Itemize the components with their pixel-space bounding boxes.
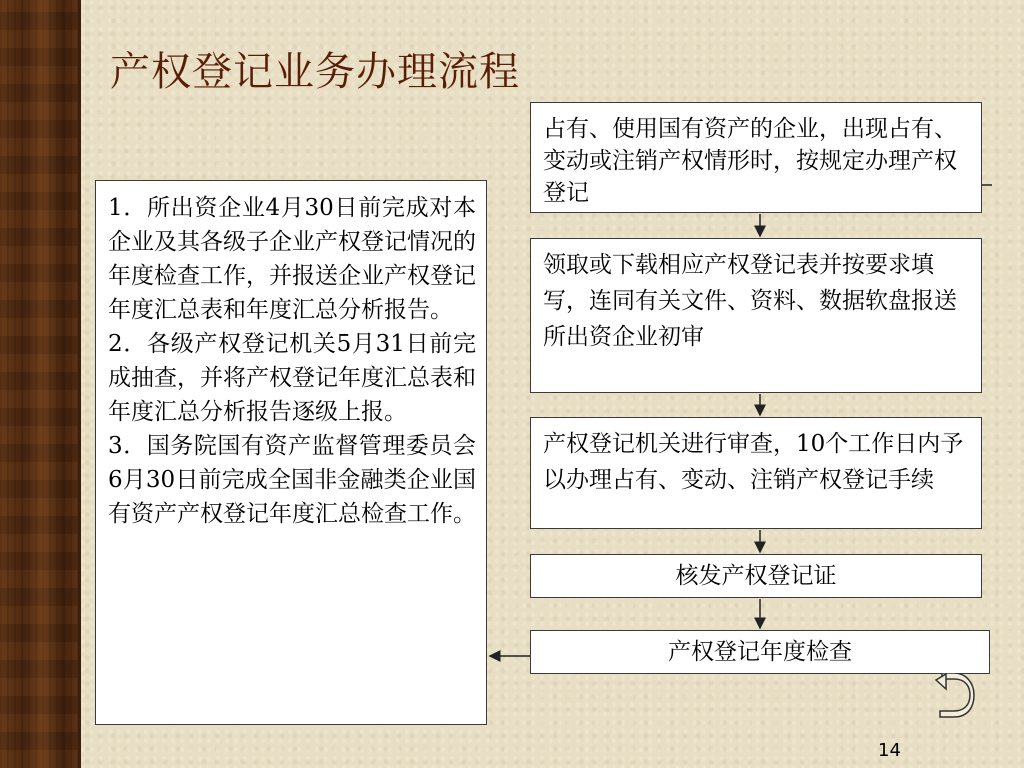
note-item-3: 3．国务院国有资产监督管理委员会6月30日前完成全国非金融类企业国有资产产权登记年度汇总检查工作。 [108,433,476,527]
slide-title: 产权登记业务办理流程 [110,49,520,95]
flow-step-2: 领取或下载相应产权登记表并按要求填写，连同有关文件、资料、数据软盘报送所出资企业初审 [530,238,982,393]
flow-step-1: 占有、使用国有资产的企业，出现占有、变动或注销产权情形时，按规定办理产权登记 [530,102,982,213]
return-arrow-icon[interactable] [934,673,976,719]
flow-step-5: 产权登记年度检查 [530,630,990,674]
flow-step-4: 核发产权登记证 [530,554,982,598]
note-item-1: 1．所出资企业4月30日前完成对本企业及其各级子企业产权登记情况的年度检查工作，并报送企业产权登记年度汇总表和年度汇总分析报告。 [108,195,476,323]
note-item-2: 2．各级产权登记机关5月31日前完成抽查，并将产权登记年度汇总表和年度汇总分析报告逐级上报。 [108,331,476,425]
page-number: 14 [878,740,901,761]
flow-step-3: 产权登记机关进行审查，10个工作日内予以办理占有、变动、注销产权登记手续 [530,417,982,529]
